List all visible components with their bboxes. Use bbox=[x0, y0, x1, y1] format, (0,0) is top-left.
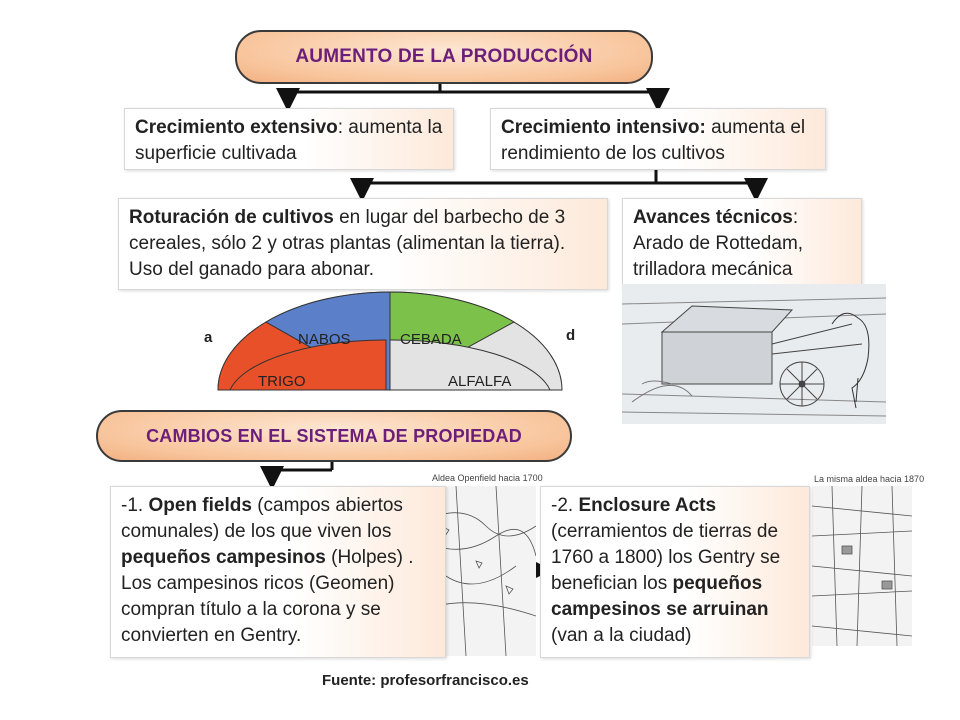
title-cambios-text: CAMBIOS EN EL SISTEMA DE PROPIEDAD bbox=[146, 425, 522, 446]
advances-text: : Arado de Rottedam, trilladora mecánica bbox=[633, 207, 804, 280]
title-cambios-propiedad bbox=[96, 410, 572, 462]
crop-rotation-diagram bbox=[200, 288, 580, 398]
corner-d-label: d bbox=[566, 327, 576, 344]
intensive-text: aumenta el rendimiento de los cultivos bbox=[501, 117, 806, 164]
enclosure-prefix: -2. bbox=[551, 495, 579, 516]
advances-bold: Avances técnicos bbox=[633, 207, 793, 228]
enclosure-bold-2: pequeños campesinos se arruinan bbox=[551, 573, 769, 620]
title-aumento-produccion bbox=[235, 30, 653, 84]
box-roturacion-cultivos bbox=[118, 198, 608, 290]
corner-a-label: a bbox=[204, 329, 213, 346]
map2-caption: La misma aldea hacia 1870 bbox=[814, 474, 925, 484]
extensive-text: : aumenta la superficie cultivada bbox=[135, 117, 443, 164]
open-fields-text-2: (Holpes) . Los campesinos ricos (Geomen) compran título a la corona y se convierten en Gentry. bbox=[121, 547, 414, 646]
source-label: Fuente: profesorfrancisco.es bbox=[322, 672, 529, 689]
open-fields-text-1: (campos abiertos comunales) de los que viven los bbox=[121, 495, 403, 542]
map1-caption: Aldea Openfield hacia 1700 bbox=[432, 473, 543, 483]
open-fields-bold-2: pequeños campesinos bbox=[121, 547, 326, 568]
open-fields-prefix: -1. bbox=[121, 495, 149, 516]
rotation-text: en lugar del barbecho de 3 cereales, sólo 2 y otras plantas (alimentan la tierra). Uso del ganado para abonar. bbox=[129, 207, 566, 280]
threshing-machine-image bbox=[622, 284, 886, 424]
enclosure-bold: Enclosure Acts bbox=[578, 495, 717, 516]
rotation-bold: Roturación de cultivos bbox=[129, 207, 334, 228]
box-enclosure-acts bbox=[540, 486, 810, 658]
open-fields-bold: Open fields bbox=[148, 495, 252, 516]
cebada-label: CEBADA bbox=[400, 331, 462, 348]
title-aumento-text: AUMENTO DE LA PRODUCCIÓN bbox=[295, 46, 593, 67]
box-open-fields bbox=[110, 486, 446, 658]
intensive-bold: Crecimiento intensivo: bbox=[501, 117, 706, 138]
trigo-label: TRIGO bbox=[258, 373, 306, 390]
box-crecimiento-intensivo bbox=[490, 108, 826, 170]
enclosure-text-2: (van a la ciudad) bbox=[551, 625, 692, 646]
box-avances-tecnicos bbox=[622, 198, 862, 290]
enclosure-map-image bbox=[812, 486, 912, 646]
openfield-map-image bbox=[436, 486, 536, 656]
extensive-bold: Crecimiento extensivo bbox=[135, 117, 338, 138]
alfalfa-label: ALFALFA bbox=[448, 373, 512, 390]
nabos-label: NABOS bbox=[298, 331, 351, 348]
box-crecimiento-extensivo bbox=[124, 108, 454, 170]
enclosure-text-1: (cerramientos de tierras de 1760 a 1800) los Gentry se benefician los bbox=[551, 521, 781, 594]
